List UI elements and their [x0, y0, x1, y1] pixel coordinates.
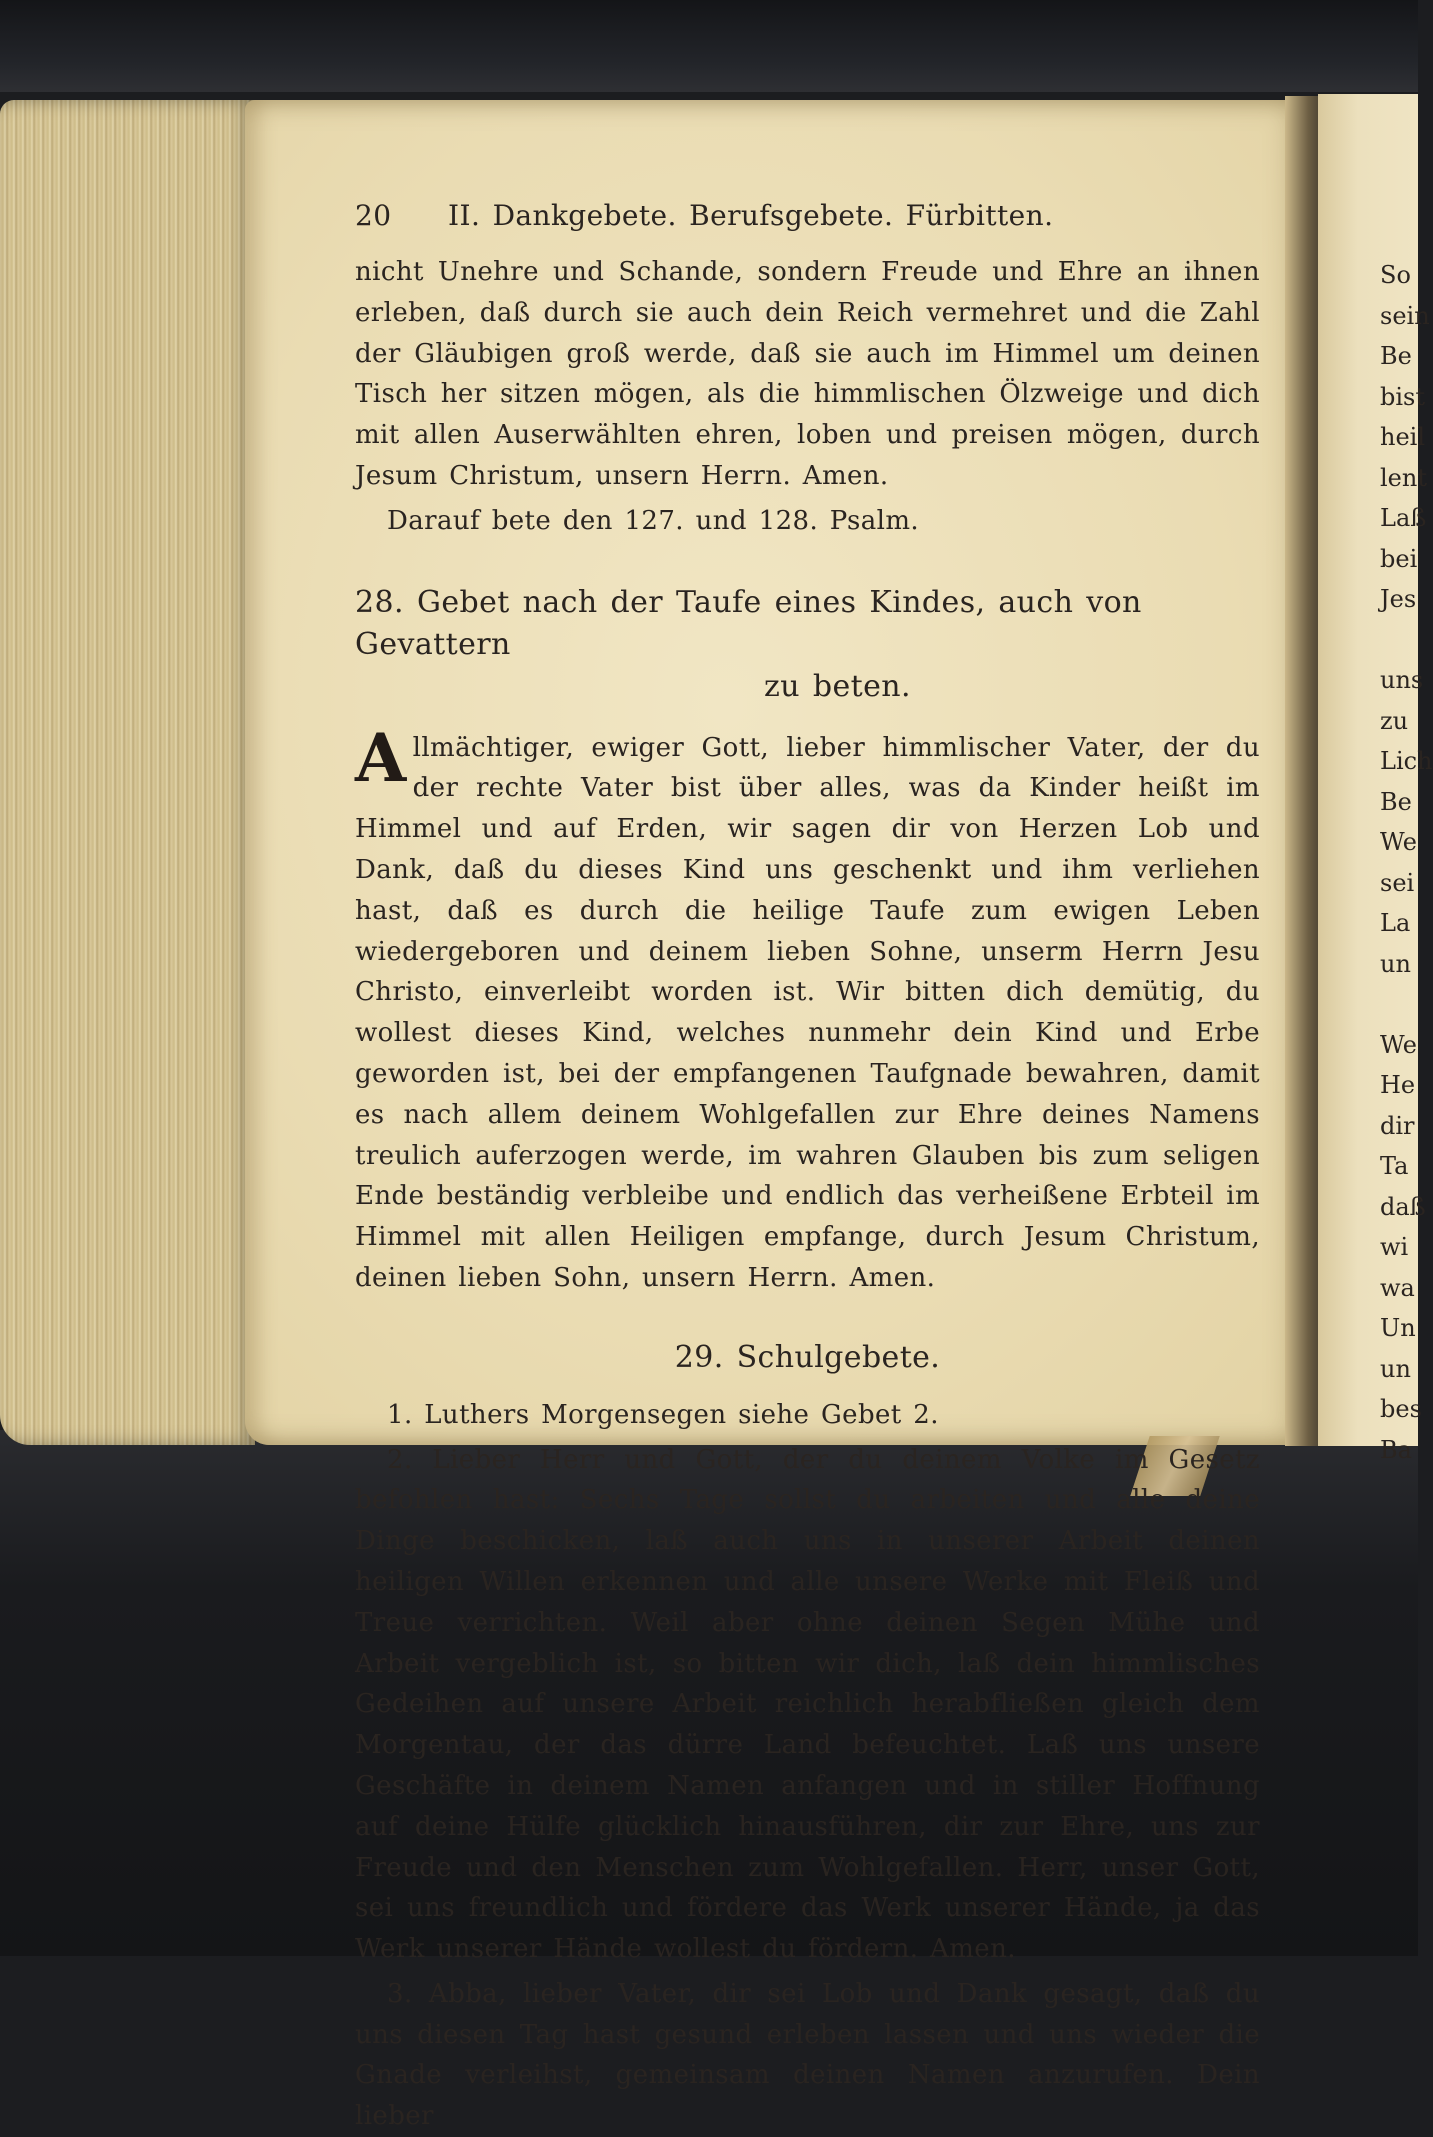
psalm-note: Darauf bete den 127. und 128. Psalm. — [387, 505, 920, 536]
facing-fragment: Be — [1380, 787, 1412, 816]
facing-fragment: heil — [1380, 423, 1426, 451]
section-28-title-line1: Gebet nach der Taufe eines Kindes, auch von Gevattern — [355, 584, 1142, 662]
facing-fragment: bei — [1380, 544, 1418, 573]
section-28-number: 28. — [355, 584, 404, 620]
facing-fragment: un — [1380, 1354, 1411, 1383]
section-29-title: 29. Schulgebete. — [674, 1339, 941, 1375]
facing-fragment: sei — [1380, 868, 1415, 897]
facing-fragment: Lich — [1380, 747, 1433, 775]
section-29-item-1: 1. Luthers Morgensegen siehe Gebet 2. — [387, 1399, 939, 1430]
facing-fragment: We — [1380, 828, 1417, 856]
facing-fragment: Un — [1380, 1314, 1416, 1342]
section-28-title — [355, 582, 1260, 708]
facing-fragment: Jes — [1380, 585, 1417, 613]
section-29-item-3: 3. Abba, lieber Vater, dir sei Lob und Dank gesagt, daß du uns diesen Tag hast gesund erleben lassen und uns wieder die Gnade verleihst, gemeinsam deinen Namen anzurufen. Dein lieber — [355, 1978, 1260, 2132]
page-number: 20 — [355, 199, 392, 232]
facing-fragment: wa — [1380, 1273, 1415, 1302]
facing-fragment: bist — [1380, 382, 1425, 411]
facing-fragment: wi — [1380, 1233, 1409, 1261]
facing-fragment: Ta — [1380, 1152, 1409, 1180]
facing-fragment: dir — [1380, 1111, 1415, 1140]
facing-fragment — [1380, 620, 1420, 661]
opening-paragraph: nicht Unehre und Schande, sondern Freude und Ehre an ihnen erleben, daß durch sie auch dein Reich vermehret und die Zahl der Gläubigen groß werde, daß sie auch im Himmel um deinen Tisch her sitzen mögen, als die himmlischen Ölzweige und dich mit allen Auserwählten ehren, loben und preisen mögen, durch Jesum Christum, unsern Herrn. Amen. — [355, 257, 1260, 491]
facing-fragment: He — [1380, 1071, 1416, 1099]
page-edges-left — [0, 100, 255, 1445]
facing-fragment: Ba — [1380, 1435, 1412, 1464]
facing-fragment: sein — [1380, 301, 1430, 330]
facing-fragment: zu — [1380, 706, 1409, 735]
facing-fragment: un — [1380, 949, 1411, 978]
drop-cap-initial: A — [355, 718, 407, 797]
facing-fragment: bes — [1380, 1395, 1422, 1423]
facing-fragment: uns — [1380, 666, 1424, 694]
section-28-title-line2: zu beten. — [764, 668, 911, 704]
section-28-body — [355, 718, 1260, 1299]
dark-background-top — [0, 0, 1418, 92]
facing-page-text — [1380, 255, 1433, 1470]
facing-fragment: daß — [1380, 1192, 1426, 1221]
facing-fragment — [1380, 984, 1420, 1025]
facing-fragment: Be — [1380, 342, 1412, 370]
section-28-text: llmächtiger, ewiger Gott, lieber himmlischer Vater, der du der rechte Vater bist über alles, was da Kinder heißt im Himmel und auf Erden, wir sagen dir von Herzen Lob und Dank, daß du dieses Kind uns geschenkt und ihm verliehen hast, daß es durch die heilige Taufe zum ewigen Leben wiedergeboren und deinem lieben Sohne, unserm Herrn Jesu Christo, einverleibt worden ist. Wir bitten dich demütig, du wollest dieses Kind, welches nunmehr dein Kind und Erbe geworden ist, bei der empfangenen Taufgnade bewahren, damit es nach allem deinem Wohlgefallen zur Ehre deines Namens treulich auferzogen werde, im wahren Glauben bis zum seligen Ende beständig verbleibe und endlich das verheißene Erbteil im Himmel mit allen Heiligen empfange, durch Jesum Christum, deinen lieben Sohn, unsern Herrn. Amen. — [355, 732, 1260, 1293]
page-text — [355, 196, 1260, 2137]
section-29-item-2: 2. Lieber Herr und Gott, der du deinem Volke im Gesetz befohlen hast: Sechs Tage sollst du arbeiten und alle deine Dinge beschicken, laß auch uns in unserer Arbeit deinen heiligen Willen erkennen und alle unsere Werke mit Fleiß und Treue verrichten. Weil aber ohne deinen Segen Mühe und Arbeit vergeblich ist, so bitten wir dich, laß dein himmlisches Gedeihen auf unsere Arbeit reichlich herabfließen gleich dem Morgentau, der das dürre Land befeuchtet. Laß uns unsere Geschäfte in deinem Namen anfangen und in stiller Hoffnung auf deine Hülfe glücklich hinausführen, dir zur Ehre, uns zur Freude und den Menschen zum Wohlgefallen. Herr, unser Gott, sei uns freundlich und fördere das Werk unserer Hände, ja das Werk unserer Hände wollest du fördern. Amen. — [355, 1444, 1260, 1965]
running-header — [355, 196, 1260, 252]
facing-fragment: So — [1380, 261, 1411, 289]
running-title: II. Dankgebete. Berufsgebete. Fürbitten. — [448, 199, 1054, 232]
facing-fragment: Laß — [1380, 504, 1427, 532]
facing-fragment: We — [1380, 1030, 1417, 1059]
facing-fragment: lent — [1380, 463, 1427, 492]
facing-fragment: La — [1380, 909, 1411, 937]
